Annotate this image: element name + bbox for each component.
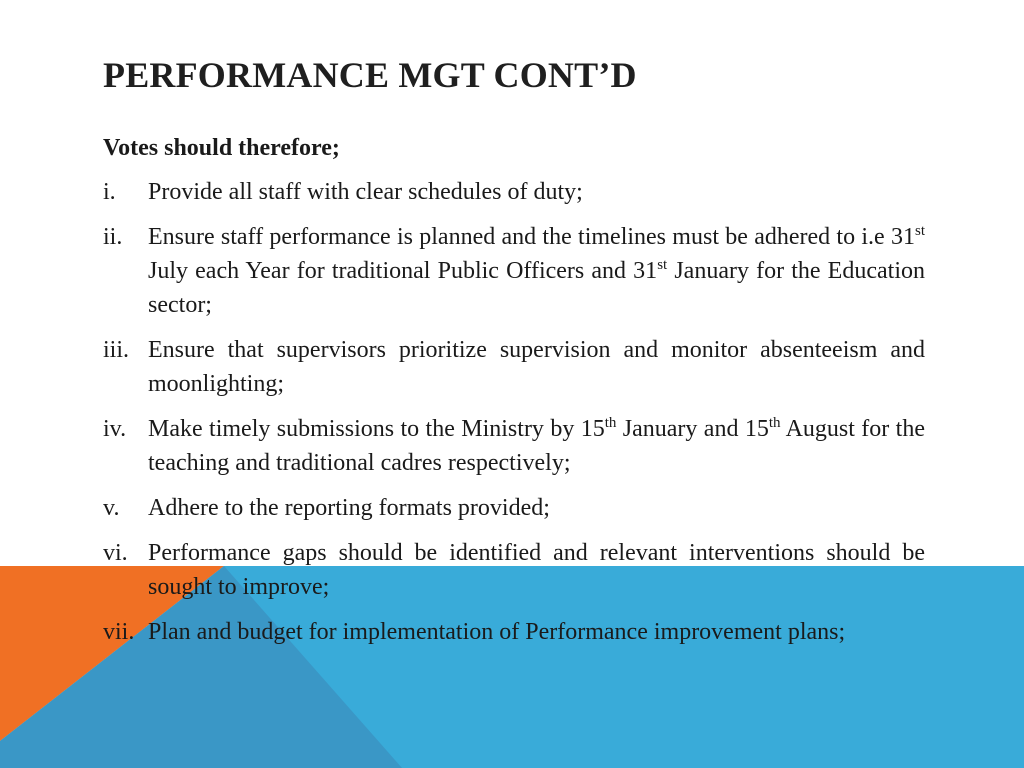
lead-text: Votes should therefore; <box>103 135 340 161</box>
item-text: Plan and budget for implementation of Performance improvement plans; <box>148 619 846 645</box>
item-text: Ensure that supervisors prioritize supervision and monitor absenteeism and moonlighting; <box>148 337 925 397</box>
item-number: iv. <box>103 416 127 442</box>
list-item <box>103 333 925 401</box>
item-text: Adhere to the reporting formats provided; <box>148 495 550 521</box>
superscript: st <box>657 257 668 273</box>
list-item <box>103 536 925 604</box>
superscript: th <box>604 415 617 431</box>
item-text: Provide all staff with clear schedules of duty; <box>148 179 583 205</box>
superscript: st <box>914 223 925 239</box>
list-item <box>103 220 925 322</box>
item-text: Ensure staff performance is planned and the timelines must be adhered to i.e 31st July each Year for traditional Public Officers and 31st January for the Education sector; <box>148 223 925 318</box>
item-number: vii. <box>103 619 135 645</box>
item-number: iii. <box>103 337 130 363</box>
list-item <box>103 412 925 480</box>
item-text: Make timely submissions to the Ministry by 15th January and 15th August for the teaching and traditional cadres respectively; <box>148 415 925 476</box>
numbered-list <box>103 175 925 649</box>
item-number: i. <box>103 179 116 205</box>
slide-title: PERFORMANCE MGT CONT’D <box>103 55 637 95</box>
list-item <box>103 615 925 649</box>
superscript: th <box>768 415 781 431</box>
slide-content <box>103 131 925 660</box>
list-item <box>103 491 925 525</box>
item-number: ii. <box>103 224 123 250</box>
list-item <box>103 175 925 209</box>
item-number: vi. <box>103 540 128 566</box>
item-text: Performance gaps should be identified and relevant interventions should be sought to improve; <box>148 540 925 600</box>
item-number: v. <box>103 495 120 521</box>
